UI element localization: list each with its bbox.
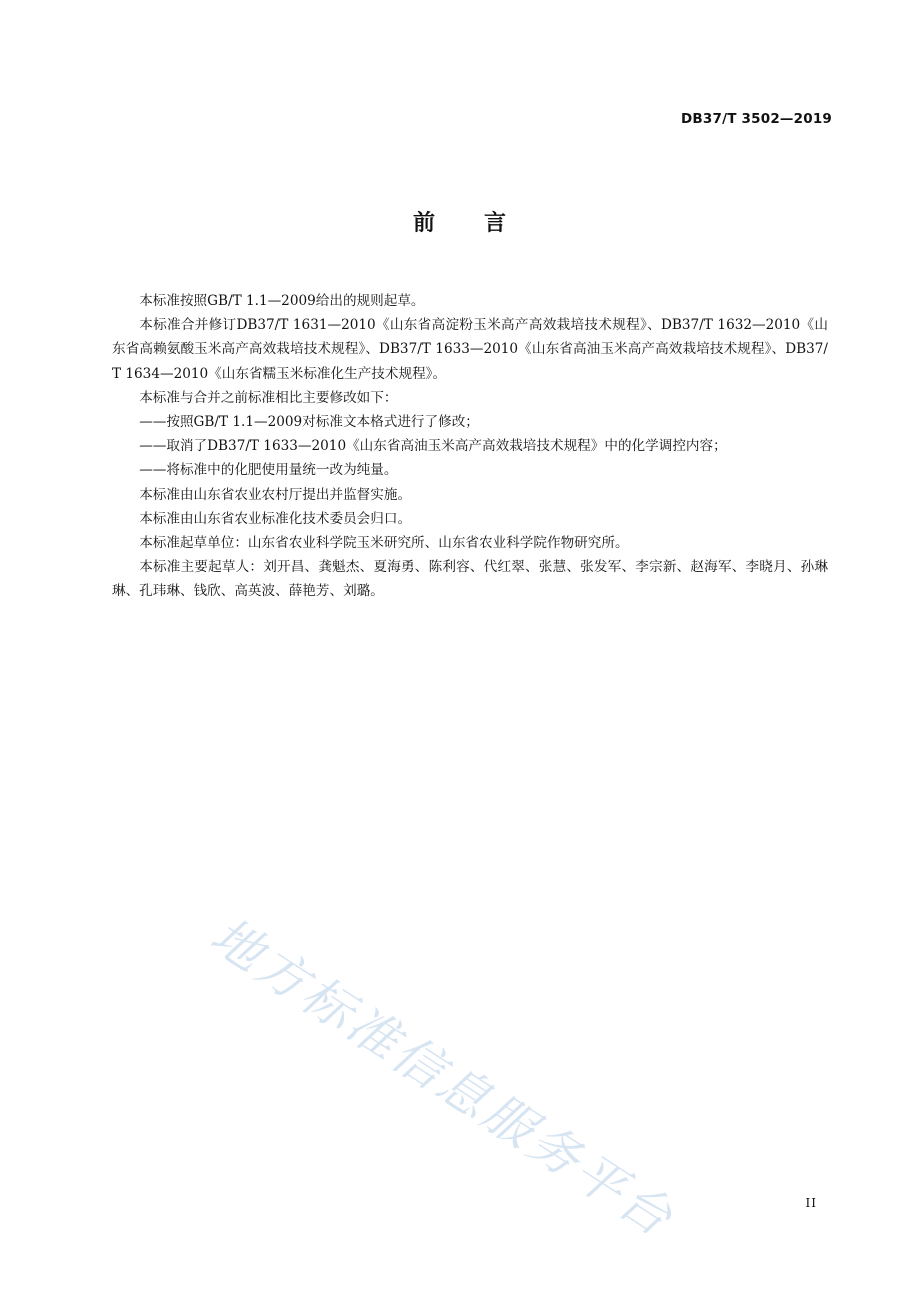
paragraph-merged-standards: 本标准合并修订DB37/T 1631—2010《山东省高淀粉玉米高产高效栽培技术规程》、DB37/T 1632—2010《山东省高赖氨酸玉米高产高效栽培技术规程》、DB37/T 1633—2010《山东省高油玉米高产高效栽培技术规程》、DB37/T 1634—2010《山东省糯玉米标准化生产技术规程》。 — [112, 317, 828, 382]
page-title — [0, 206, 920, 237]
page-number: II — [805, 1196, 817, 1210]
paragraph-drafting-units: 本标准起草单位：山东省农业科学院玉米研究所、山东省农业科学院作物研究所。 — [139, 535, 629, 552]
paragraph-change-item-1: ——按照GB/T 1.1—2009对标准文本格式进行了修改； — [139, 414, 479, 431]
document-code: DB37/T 3502—2019 — [681, 111, 832, 127]
paragraph-changes-intro: 本标准与合并之前标准相比主要修改如下： — [139, 389, 398, 406]
paragraph-proposer: 本标准由山东省农业农村厅提出并监督实施。 — [139, 486, 412, 503]
paragraph-change-item-2: ——取消了DB37/T 1633—2010《山东省高油玉米高产高效栽培技术规程》中的化学调控内容； — [139, 438, 727, 455]
foreword-body — [112, 289, 828, 604]
watermark: 地方标准信息服务平台 — [200, 906, 685, 1249]
page-title-part-1: 前 — [412, 211, 436, 236]
paragraph-drafting-rules: 本标准按照GB/T 1.1—2009给出的规则起草。 — [139, 293, 425, 309]
paragraph-committee: 本标准由山东省农业标准化技术委员会归口。 — [139, 510, 412, 527]
paragraph-drafters: 本标准主要起草人：刘开昌、龚魁杰、夏海勇、陈利容、代红翠、张慧、张发军、李宗新、赵海军、李晓月、孙琳琳、孔玮琳、钱欣、高英波、薛艳芳、刘璐。 — [112, 559, 828, 600]
page-title-part-2: 言 — [484, 211, 508, 236]
paragraph-change-item-3: ——将标准中的化肥使用量统一改为纯量。 — [139, 462, 398, 479]
